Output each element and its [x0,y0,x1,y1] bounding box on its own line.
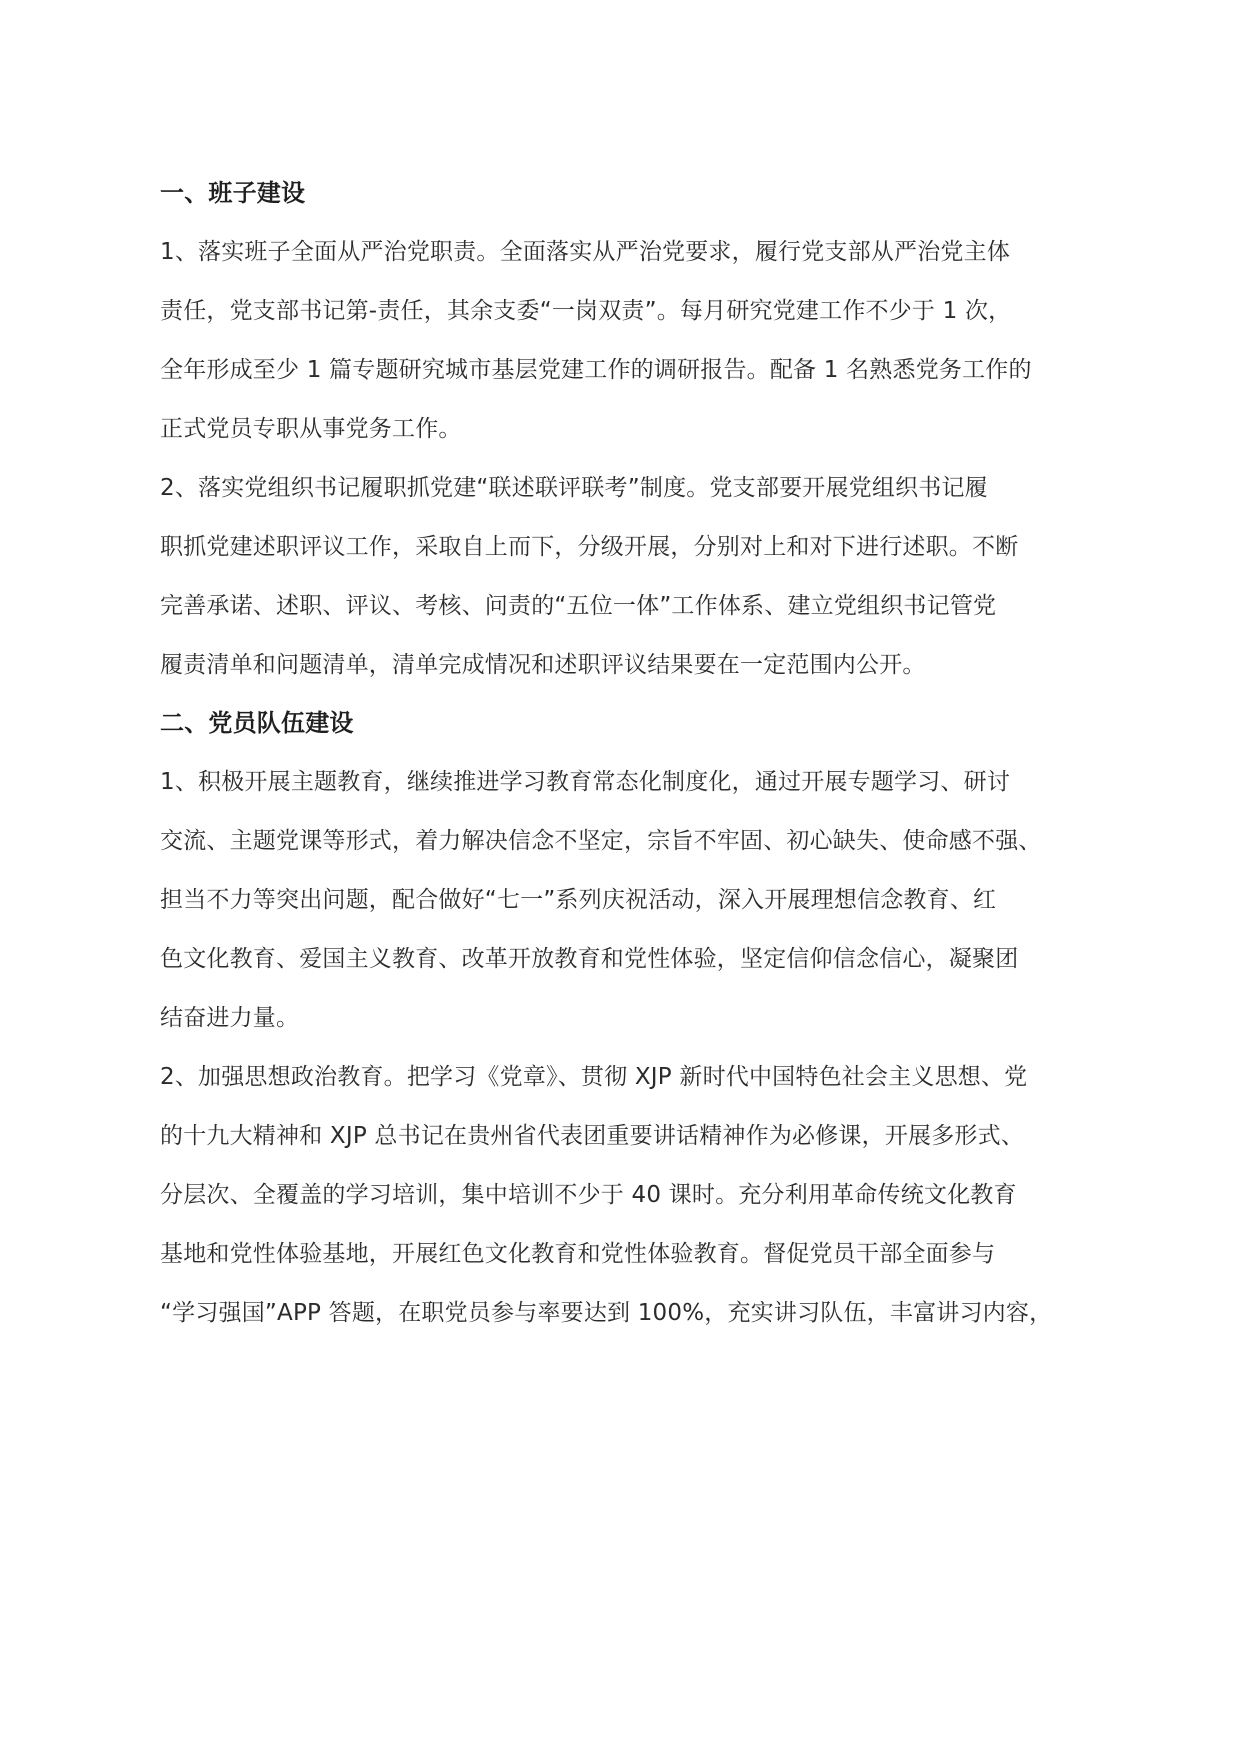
paragraph-line: 正式党员专职从事党务工作。 [160,416,462,442]
paragraph-line: 2、加强思想政治教育。把学习《党章》、贯彻 XJP 新时代中国特色社会主义思想、党 [160,1064,1028,1090]
paragraph-line: 1、落实班子全面从严治党职责。全面落实从严治党要求，履行党支部从严治党主体 [160,239,1011,265]
paragraph-line: 结奋进力量。 [160,1005,300,1031]
paragraph-line: 职抓党建述职评议工作，采取自上而下，分级开展，分别对上和对下进行述职。不断 [160,534,1019,560]
paragraph-line: 色文化教育、爱国主义教育、改革开放教育和党性体验，坚定信仰信念信心，凝聚团 [160,946,1019,972]
paragraph-line: 担当不力等突出问题，配合做好“七一”系列庆祝活动，深入开展理想信念教育、红 [160,887,997,913]
paragraph-line: 2、落实党组织书记履职抓党建“联述联评联考”制度。党支部要开展党组织书记履 [160,475,988,501]
paragraph-line: “学习强国”APP 答题，在职党员参与率要达到 100%，充实讲习队伍，丰富讲习内容， [160,1300,1053,1326]
section-heading-party-members: 二、党员队伍建设 [160,709,354,737]
paragraph-line: 分层次、全覆盖的学习培训，集中培训不少于 40 课时。充分利用革命传统文化教育 [160,1182,1017,1208]
paragraph-line: 基地和党性体验基地，开展红色文化教育和党性体验教育。督促党员干部全面参与 [160,1241,996,1267]
paragraph-line: 1、积极开展主题教育，继续推进学习教育常态化制度化，通过开展专题学习、研讨 [160,769,1011,795]
paragraph-line: 责任，党支部书记第-责任，其余支委“一岗双责”。每月研究党建工作不少于 1 次， [160,298,1012,324]
paragraph-line: 交流、主题党课等形式，着力解决信念不坚定，宗旨不牢固、初心缺失、使命感不强、 [160,828,1042,854]
paragraph-line: 的十九大精神和 XJP 总书记在贵州省代表团重要讲话精神作为必修课，开展多形式、 [160,1123,1025,1149]
section-heading-team-building: 一、班子建设 [160,179,306,207]
paragraph-line: 履责清单和问题清单，清单完成情况和述职评议结果要在一定范围内公开。 [160,652,926,678]
paragraph-line: 全年形成至少 1 篇专题研究城市基层党建工作的调研报告。配备 1 名熟悉党务工作的 [160,357,1032,383]
paragraph-line: 完善承诺、述职、评议、考核、问责的“五位一体”工作体系、建立党组织书记管党 [160,593,997,619]
